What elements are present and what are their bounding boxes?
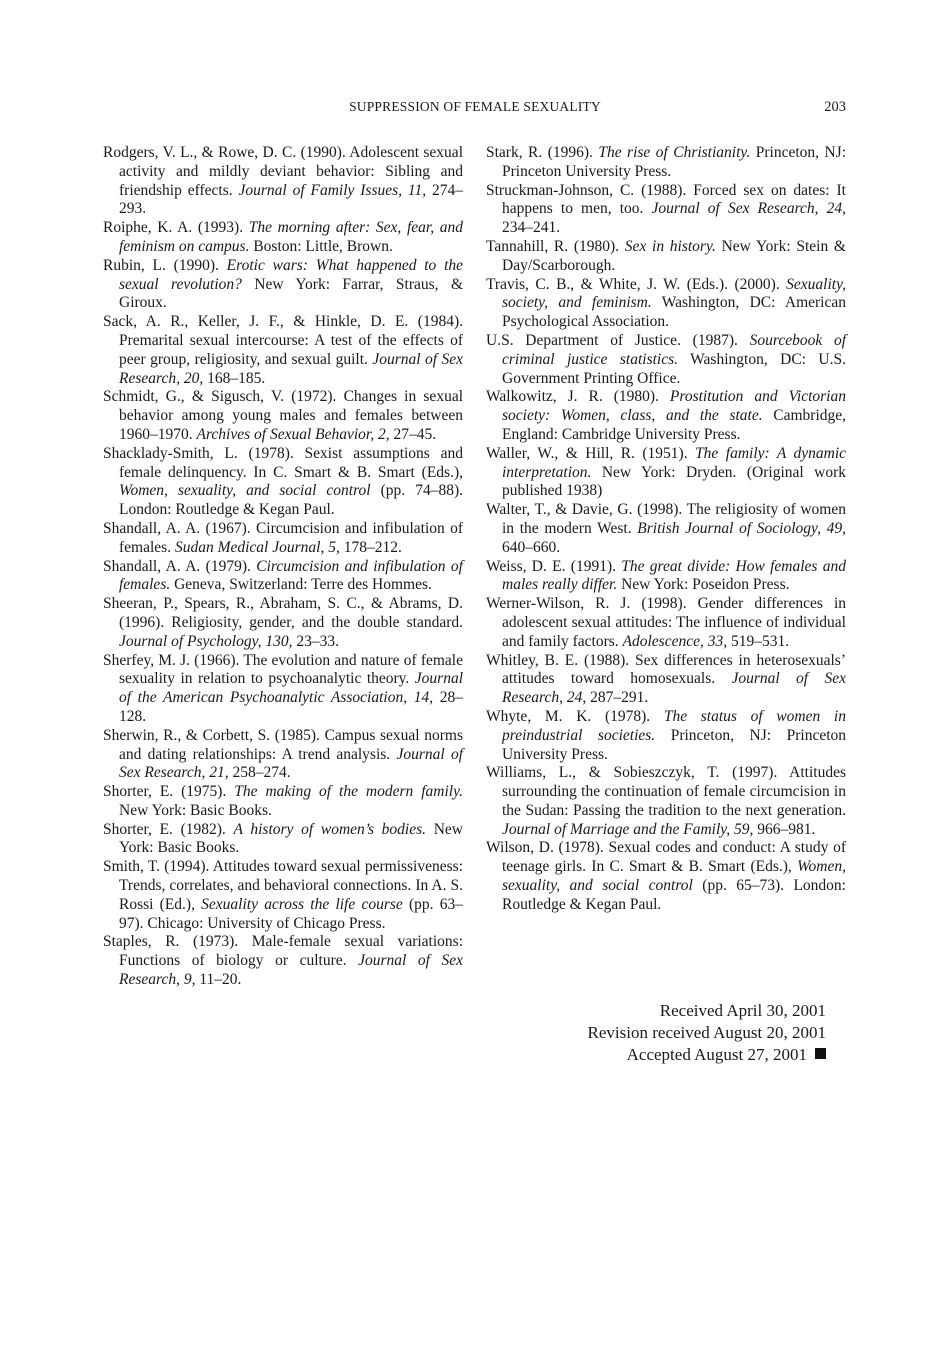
submission-dates <box>486 1000 826 1066</box>
reference-source: Women, sexuality, and social control <box>502 858 846 895</box>
reference-details: Geneva, Switzerland: Terre des Hommes. <box>170 576 432 594</box>
reference-text: Smith, T. (1994). Attitudes toward sexual permissiveness: Trends, correlates, and behavioral connections. In A. S. Rossi (Ed.), <box>103 858 463 913</box>
reference-text: Whyte, M. K. (1978). <box>486 707 664 725</box>
reference-entry <box>103 388 463 444</box>
reference-details: 168–185. <box>203 369 266 387</box>
reference-entry <box>486 708 846 764</box>
reference-details: 11–20. <box>195 971 242 989</box>
reference-source: The morning after: Sex, fear, and feminism on campus. <box>119 219 463 255</box>
reference-text: Shorter, E. (1982). <box>103 820 234 838</box>
reference-text: Walkowitz, J. R. (1980). <box>486 388 670 406</box>
reference-entry <box>103 821 463 859</box>
reference-details: Boston: Little, Brown. <box>249 237 393 255</box>
reference-source: Women, sexuality, and social control <box>119 482 371 500</box>
reference-entry <box>103 520 463 558</box>
accepted-line <box>486 1044 826 1066</box>
reference-source: Sexuality, society, and feminism. <box>502 275 846 312</box>
reference-entry <box>486 182 846 238</box>
reference-entry <box>486 558 846 596</box>
reference-entry <box>486 332 846 388</box>
end-of-article-square-icon <box>815 1048 826 1059</box>
reference-entry <box>486 839 846 914</box>
reference-entry <box>103 144 463 219</box>
reference-details: New York: Farrar, Straus, & Giroux. <box>119 275 463 312</box>
reference-source: The great divide: How females and males really differ. <box>502 557 846 594</box>
reference-entry <box>103 727 463 783</box>
reference-source: The making of the modern family. <box>234 783 463 801</box>
reference-text: Rubin, L. (1990). <box>103 256 227 274</box>
reference-text: Shandall, A. A. (1967). Circumcision and infibulation of females. <box>103 519 463 556</box>
reference-details: New York: Poseidon Press. <box>617 576 790 594</box>
reference-source: Journal of Marriage and the Family, 59, <box>502 820 754 838</box>
reference-source: British Journal of Sociology, 49, <box>637 519 847 537</box>
reference-source: A history of women’s bodies. <box>233 820 427 838</box>
received-date: Received April 30, 2001 <box>659 1001 826 1020</box>
reference-source: Journal of Sex Research, 24, <box>651 200 846 218</box>
reference-source: Journal of Sex Research, 24, <box>502 670 846 707</box>
reference-text: Tannahill, R. (1980). <box>486 237 625 255</box>
reference-source: Prostitution and Victorian society: Women, class, and the state. <box>502 388 846 425</box>
reference-entry <box>486 595 846 651</box>
reference-details: Princeton, NJ: Princeton University Press. <box>502 726 847 763</box>
reference-text: Waller, W., & Hill, R. (1951). <box>486 444 696 462</box>
reference-text: Roiphe, K. A. (1993). <box>103 219 249 237</box>
reference-details: 27–45. <box>389 425 437 443</box>
reference-details: 519–531. <box>727 632 790 650</box>
reference-source: Sexuality across the life course <box>201 895 403 913</box>
reference-details: New York: Dryden. (Original work published 1938) <box>502 463 846 500</box>
reference-source: The status of women in preindustrial societies. <box>502 707 846 744</box>
reference-text: Stark, R. (1996). <box>486 144 599 161</box>
reference-source: The rise of Christianity. <box>598 144 751 161</box>
reference-source: Adolescence, 33, <box>622 632 728 650</box>
reference-source: Journal of the American Psychoanalytic Association, 14, <box>119 670 463 707</box>
reference-text: Walter, T., & Davie, G. (1998). The religiosity of women in the modern West. <box>486 501 846 537</box>
reference-details: 23–33. <box>292 632 339 650</box>
reference-column-left <box>103 144 463 990</box>
reference-source: Journal of Family Issues, 11, <box>238 181 427 199</box>
reference-entry <box>103 595 463 651</box>
reference-entry <box>103 558 463 596</box>
reference-details: (pp. 74–88). London: Routledge & Kegan Paul. <box>119 482 463 519</box>
reference-entry <box>103 783 463 821</box>
reference-text: Schmidt, G., & Sigusch, V. (1972). Changes in sexual behavior among young males and females between 1960–1970. <box>103 388 463 443</box>
reference-source: Journal of Psychology, 130, <box>119 632 293 650</box>
reference-text: Sack, A. R., Keller, J. F., & Hinkle, D. E. (1984). Premarital sexual intercourse: A test of the effects of peer group, religiosity, and sexual guilt. <box>103 313 463 368</box>
reference-text: Struckman-Johnson, C. (1988). Forced sex on dates: It happens to men, too. <box>486 181 846 218</box>
reference-column-right <box>486 144 846 915</box>
reference-entry <box>486 764 846 839</box>
reference-source: Journal of Sex Research, 20, <box>119 350 463 387</box>
reference-source: Journal of Sex Research, 9, <box>119 952 463 989</box>
reference-details: 28–128. <box>119 689 464 725</box>
reference-entry <box>103 652 463 727</box>
reference-details: 274–293. <box>119 181 463 218</box>
reference-source: Sourcebook of criminal justice statistics. <box>502 331 847 368</box>
reference-entry <box>103 219 463 257</box>
reference-entry <box>486 501 846 557</box>
reference-text: Shacklady-Smith, L. (1978). Sexist assumptions and female delinquency. In C. Smart & B. Smart (Eds.), <box>103 444 463 481</box>
reference-details: (pp. 63–97). Chicago: University of Chicago Press. <box>119 895 463 932</box>
reference-text: Williams, L., & Sobieszczyk, T. (1997). Attitudes surrounding the continuation of female circumcision in the Sudan: Passing the tradition to the next generation. <box>486 764 846 819</box>
running-head <box>0 99 950 121</box>
reference-source: Archives of Sexual Behavior, 2, <box>196 425 390 443</box>
reference-entry <box>486 238 846 276</box>
reference-entry <box>103 933 463 989</box>
accepted-date: Accepted August 27, 2001 <box>626 1045 807 1064</box>
reference-details: Washington, DC: American Psychological Association. <box>502 294 846 331</box>
reference-text: Rodgers, V. L., & Rowe, D. C. (1990). Adolescent sexual activity and mildly deviant behavior: Sibling and friendship effects. <box>103 144 463 199</box>
reference-details: New York: Basic Books. <box>119 801 272 819</box>
reference-entry <box>486 445 846 501</box>
reference-text: Sherfey, M. J. (1966). The evolution and nature of female sexuality in relation to psychoanalytic theory. <box>103 651 463 688</box>
reference-text: Sheeran, P., Spears, R., Abraham, S. C., & Abrams, D. (1996). Religiosity, gender, and the double standard. <box>103 595 463 631</box>
reference-source: Erotic wars: What happened to the sexual revolution? <box>119 256 464 293</box>
reference-entry <box>486 144 846 182</box>
reference-text: Werner-Wilson, R. J. (1998). Gender differences in adolescent sexual attitudes: The influence of individual and family factors. <box>486 595 846 650</box>
reference-source: Journal of Sex Research, 21, <box>119 745 464 782</box>
reference-details: 258–274. <box>228 764 291 782</box>
reference-source: Sex in history. <box>624 237 716 255</box>
reference-text: Staples, R. (1973). Male-female sexual variations: Functions of biology or culture. <box>103 933 463 970</box>
reference-source: Circumcision and infibulation of females. <box>119 557 463 594</box>
reference-text: Travis, C. B., & White, J. W. (Eds.). (2000). <box>486 275 787 293</box>
reference-details: 640–660. <box>502 538 561 556</box>
reference-details: 966–981. <box>753 820 816 838</box>
reference-details: (pp. 65–73). London: Routledge & Kegan Paul. <box>502 877 846 913</box>
reference-details: 178–212. <box>339 538 402 556</box>
reference-details: Washington, DC: U.S. Government Printing Office. <box>502 350 846 387</box>
reference-text: Sherwin, R., & Corbett, S. (1985). Campus sexual norms and dating relationships: A trend analysis. <box>103 726 463 763</box>
reference-entry <box>486 388 846 444</box>
reference-text: Shandall, A. A. (1979). <box>103 557 257 575</box>
reference-details: Cambridge, England: Cambridge University Press. <box>502 407 847 443</box>
reference-source: The family: A dynamic interpretation. <box>502 444 847 481</box>
reference-text: Shorter, E. (1975). <box>103 783 235 801</box>
revision-date: Revision received August 20, 2001 <box>587 1023 826 1042</box>
reference-entry <box>486 652 846 708</box>
reference-text: Weiss, D. E. (1991). <box>486 557 622 575</box>
reference-entry <box>103 257 463 313</box>
reference-text: Wilson, D. (1978). Sexual codes and conduct: A study of teenage girls. In C. Smart & B. Smart (Eds.), <box>486 839 846 876</box>
reference-text: U.S. Department of Justice. (1987). <box>486 331 750 349</box>
running-title: SUPPRESSION OF FEMALE SEXUALITY <box>349 99 601 114</box>
reference-entry <box>103 313 463 388</box>
reference-entry <box>103 445 463 520</box>
reference-text: Whitley, B. E. (1988). Sex differences in heterosexuals’ attitudes toward homosexuals. <box>486 651 846 688</box>
reference-details: 287–291. <box>586 689 649 707</box>
reference-entry <box>486 276 846 332</box>
reference-entry <box>103 858 463 933</box>
reference-details: New York: Basic Books. <box>119 820 463 857</box>
reference-source: Sudan Medical Journal, 5, <box>174 538 340 556</box>
page-number: 203 <box>824 99 846 115</box>
reference-details: 234–241. <box>502 219 561 237</box>
reference-details: New York: Stein & Day/Scarborough. <box>502 237 846 274</box>
reference-details: Princeton, NJ: Princeton University Press. <box>502 144 847 180</box>
